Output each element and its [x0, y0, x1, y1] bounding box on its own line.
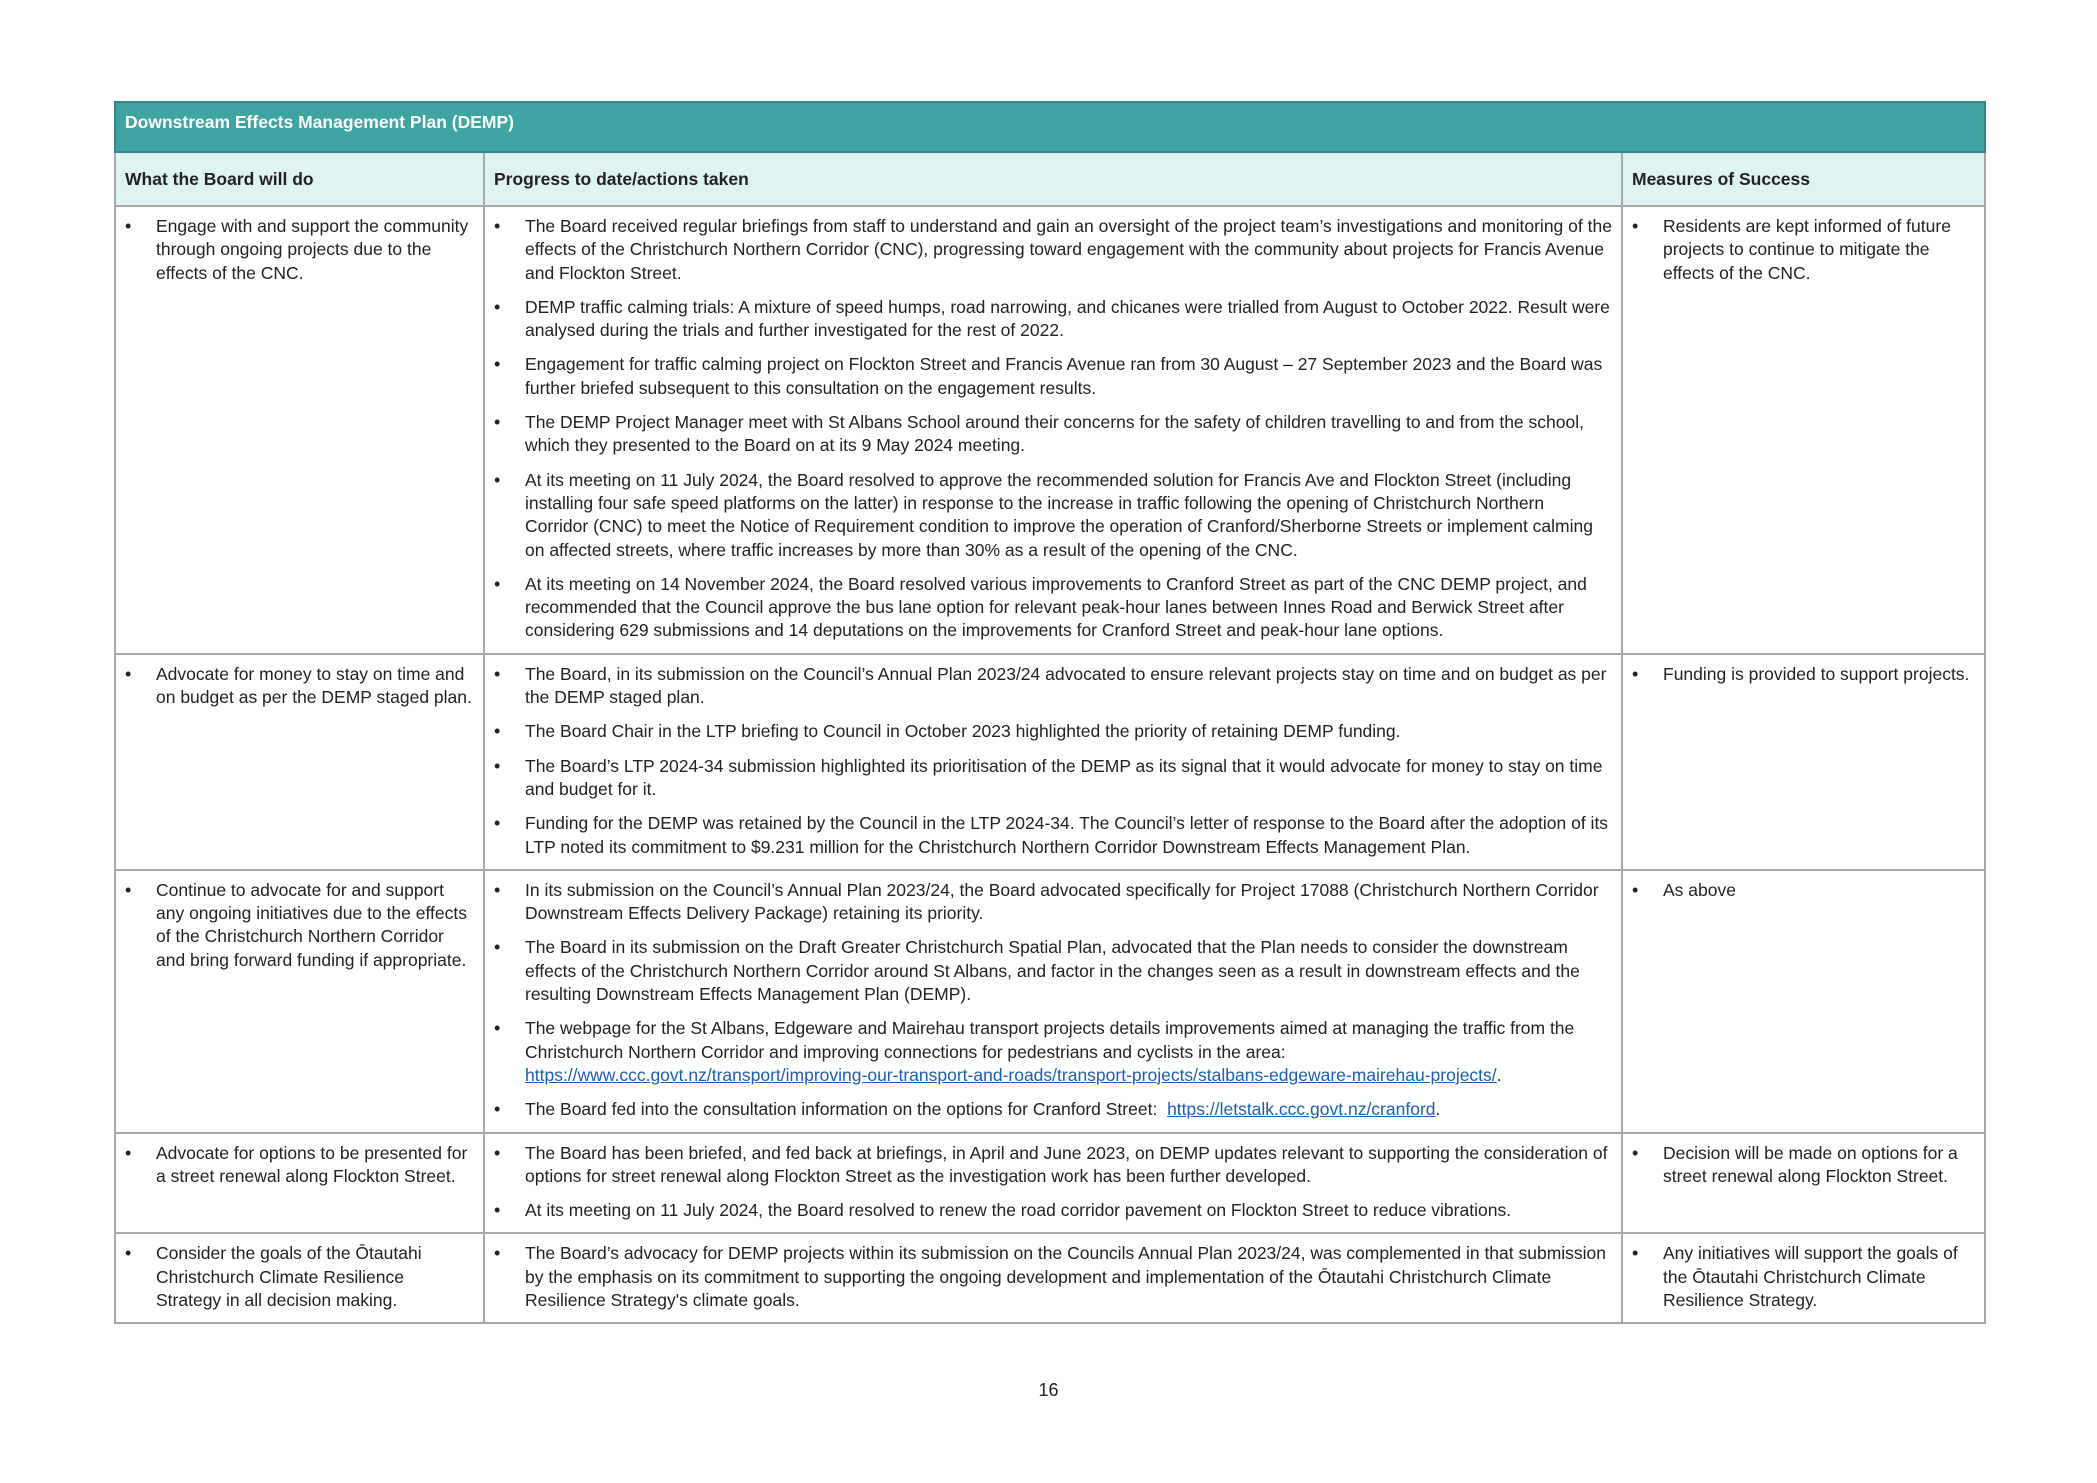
measures-cell — [1622, 1233, 1985, 1323]
list-item: • The Board received regular briefings from staff to understand and gain an oversight of the project team’s investigations and monitoring of the effects of the Christchurch Northern Corridor (CNC), progressing toward engagement with the community about projects for Francis Avenue and Flockton Street. — [494, 215, 1612, 285]
demp-table — [114, 101, 1986, 1324]
board-action-cell — [115, 206, 484, 654]
table-row — [115, 1133, 1985, 1234]
table-row — [115, 654, 1985, 870]
list-item: • At its meeting on 14 November 2024, the Board resolved various improvements to Cranford Street as part of the CNC DEMP project, and recommended that the Council approve the bus lane option for relevant peak-hour lanes between Innes Road and Berwick Street after considering 629 submissions and 14 deputations on the improvements for Cranford Street and peak-hour lane options. — [494, 573, 1612, 643]
list-item: • Funding for the DEMP was retained by the Council in the LTP 2024-34. The Council’s letter of response to the Board after the adoption of its LTP noted its commitment to $9.231 million for the Christchurch Northern Corridor Downstream Effects Management Plan. — [494, 812, 1612, 859]
list-item: • Engagement for traffic calming project on Flockton Street and Francis Avenue ran from 30 August – 27 September 2023 and the Board was further briefed subsequent to this consultation on the engagement results. — [494, 353, 1612, 400]
list-item: • The Board in its submission on the Draft Greater Christchurch Spatial Plan, advocated that the Plan needs to consider the downstream effects of the Christchurch Northern Corridor around St Albans, and factor in the changes seen as a result in downstream effects and the resulting Downstream Effects Management Plan (DEMP). — [494, 936, 1612, 1006]
list-item: • The Board’s advocacy for DEMP projects within its submission on the Councils Annual Plan 2023/24, was complemented in that submission by the emphasis on its commitment to supporting the ongoing development and implementation of the Ōtautahi Christchurch Climate Resilience Strategy's climate goals. — [494, 1242, 1612, 1312]
progress-cell — [484, 870, 1622, 1133]
list-item: • Any initiatives will support the goals of the Ōtautahi Christchurch Climate Resilience Strategy. — [1632, 1242, 1975, 1312]
document-page — [114, 101, 1984, 1324]
item-punctuation: . — [1496, 1064, 1502, 1085]
table-title: Downstream Effects Management Plan (DEMP) — [115, 102, 1985, 152]
progress-cell — [484, 1133, 1622, 1234]
page-number: 16 — [1038, 1380, 1059, 1400]
list-item: • Engage with and support the community through ongoing projects due to the effects of the CNC. — [125, 215, 474, 285]
list-item: • The Board, in its submission on the Council’s Annual Plan 2023/24 advocated to ensure relevant projects stay on time and on budget as per the DEMP staged plan. — [494, 663, 1612, 710]
list-item: • The Board’s LTP 2024-34 submission highlighted its prioritisation of the DEMP as its signal that it would advocate for money to stay on time and budget for it. — [494, 755, 1612, 802]
table-row — [115, 206, 1985, 654]
list-item: • The Board Chair in the LTP briefing to Council in October 2023 highlighted the priority of retaining DEMP funding. — [494, 720, 1612, 743]
header-board-actions: What the Board will do — [115, 152, 484, 206]
item-text: The Board fed into the consultation information on the options for Cranford Street: — [525, 1099, 1158, 1120]
list-item: • At its meeting on 11 July 2024, the Board resolved to approve the recommended solution for Francis Ave and Flockton Street (including installing four safe speed platforms on the latter) in response to the increase in traffic following the opening of Christchurch Northern Corridor (CNC) to meet the Notice of Requirement condition to improve the operation of Cranford/Sherborne Streets or implement calming on affected streets, where traffic increases by more than 30% as a result of the opening of the CNC. — [494, 469, 1612, 562]
table-row — [115, 870, 1985, 1133]
board-action-cell — [115, 1233, 484, 1323]
board-action-cell — [115, 1133, 484, 1234]
list-item — [494, 1098, 1612, 1121]
table-header-row — [115, 152, 1985, 206]
board-action-cell — [115, 870, 484, 1133]
progress-cell — [484, 654, 1622, 870]
measures-cell — [1622, 1133, 1985, 1234]
table-row — [115, 1233, 1985, 1323]
header-progress: Progress to date/actions taken — [484, 152, 1622, 206]
list-item: • The DEMP Project Manager meet with St Albans School around their concerns for the safety of children travelling to and from the school, which they presented to the Board on at its 9 May 2024 meeting. — [494, 411, 1612, 458]
measures-cell — [1622, 654, 1985, 870]
progress-cell — [484, 1233, 1622, 1323]
list-item: • Decision will be made on options for a street renewal along Flockton Street. — [1632, 1142, 1975, 1189]
list-item: • At its meeting on 11 July 2024, the Board resolved to renew the road corridor pavement on Flockton Street to reduce vibrations. — [494, 1199, 1612, 1222]
header-measures: Measures of Success — [1622, 152, 1985, 206]
list-item: • The Board has been briefed, and fed back at briefings, in April and June 2023, on DEMP updates relevant to supporting the consideration of options for street renewal along Flockton Street as the investigation work has been further developed. — [494, 1142, 1612, 1189]
measures-cell — [1622, 870, 1985, 1133]
list-item: • Consider the goals of the Ōtautahi Christchurch Climate Resilience Strategy in all decision making. — [125, 1242, 474, 1312]
list-item: • In its submission on the Council’s Annual Plan 2023/24, the Board advocated specifically for Project 17088 (Christchurch Northern Corridor Downstream Effects Delivery Package) retaining its priority. — [494, 879, 1612, 926]
item-text: The webpage for the St Albans, Edgeware and Mairehau transport projects details improvements aimed at managing the traffic from the Christchurch Northern Corridor and improving connections for pedestrians and cyclists in the area: — [525, 1018, 1575, 1062]
list-item: • Advocate for money to stay on time and on budget as per the DEMP staged plan. — [125, 663, 474, 710]
measures-cell — [1622, 206, 1985, 654]
board-action-cell — [115, 654, 484, 870]
list-item: • Advocate for options to be presented for a street renewal along Flockton Street. — [125, 1142, 474, 1189]
item-punctuation: . — [1435, 1099, 1441, 1120]
list-item: • As above — [1632, 879, 1975, 902]
table-title-row — [115, 102, 1985, 152]
stalbans-projects-link[interactable]: https://www.ccc.govt.nz/transport/improving-our-transport-and-roads/transport-projects/stalbans-edgeware-mairehau-projects/ — [525, 1064, 1497, 1085]
cranford-consultation-link[interactable]: https://letstalk.ccc.govt.nz/cranford — [1167, 1099, 1436, 1120]
list-item — [494, 1017, 1612, 1087]
list-item: • DEMP traffic calming trials: A mixture of speed humps, road narrowing, and chicanes were trialled from August to October 2022. Result were analysed during the trials and further investigated for the rest of 2022. — [494, 296, 1612, 343]
list-item: • Continue to advocate for and support any ongoing initiatives due to the effects of the Christchurch Northern Corridor and bring forward funding if appropriate. — [125, 879, 474, 972]
list-item: • Residents are kept informed of future projects to continue to mitigate the effects of the CNC. — [1632, 215, 1975, 285]
list-item: • Funding is provided to support projects. — [1632, 663, 1975, 686]
progress-cell — [484, 206, 1622, 654]
